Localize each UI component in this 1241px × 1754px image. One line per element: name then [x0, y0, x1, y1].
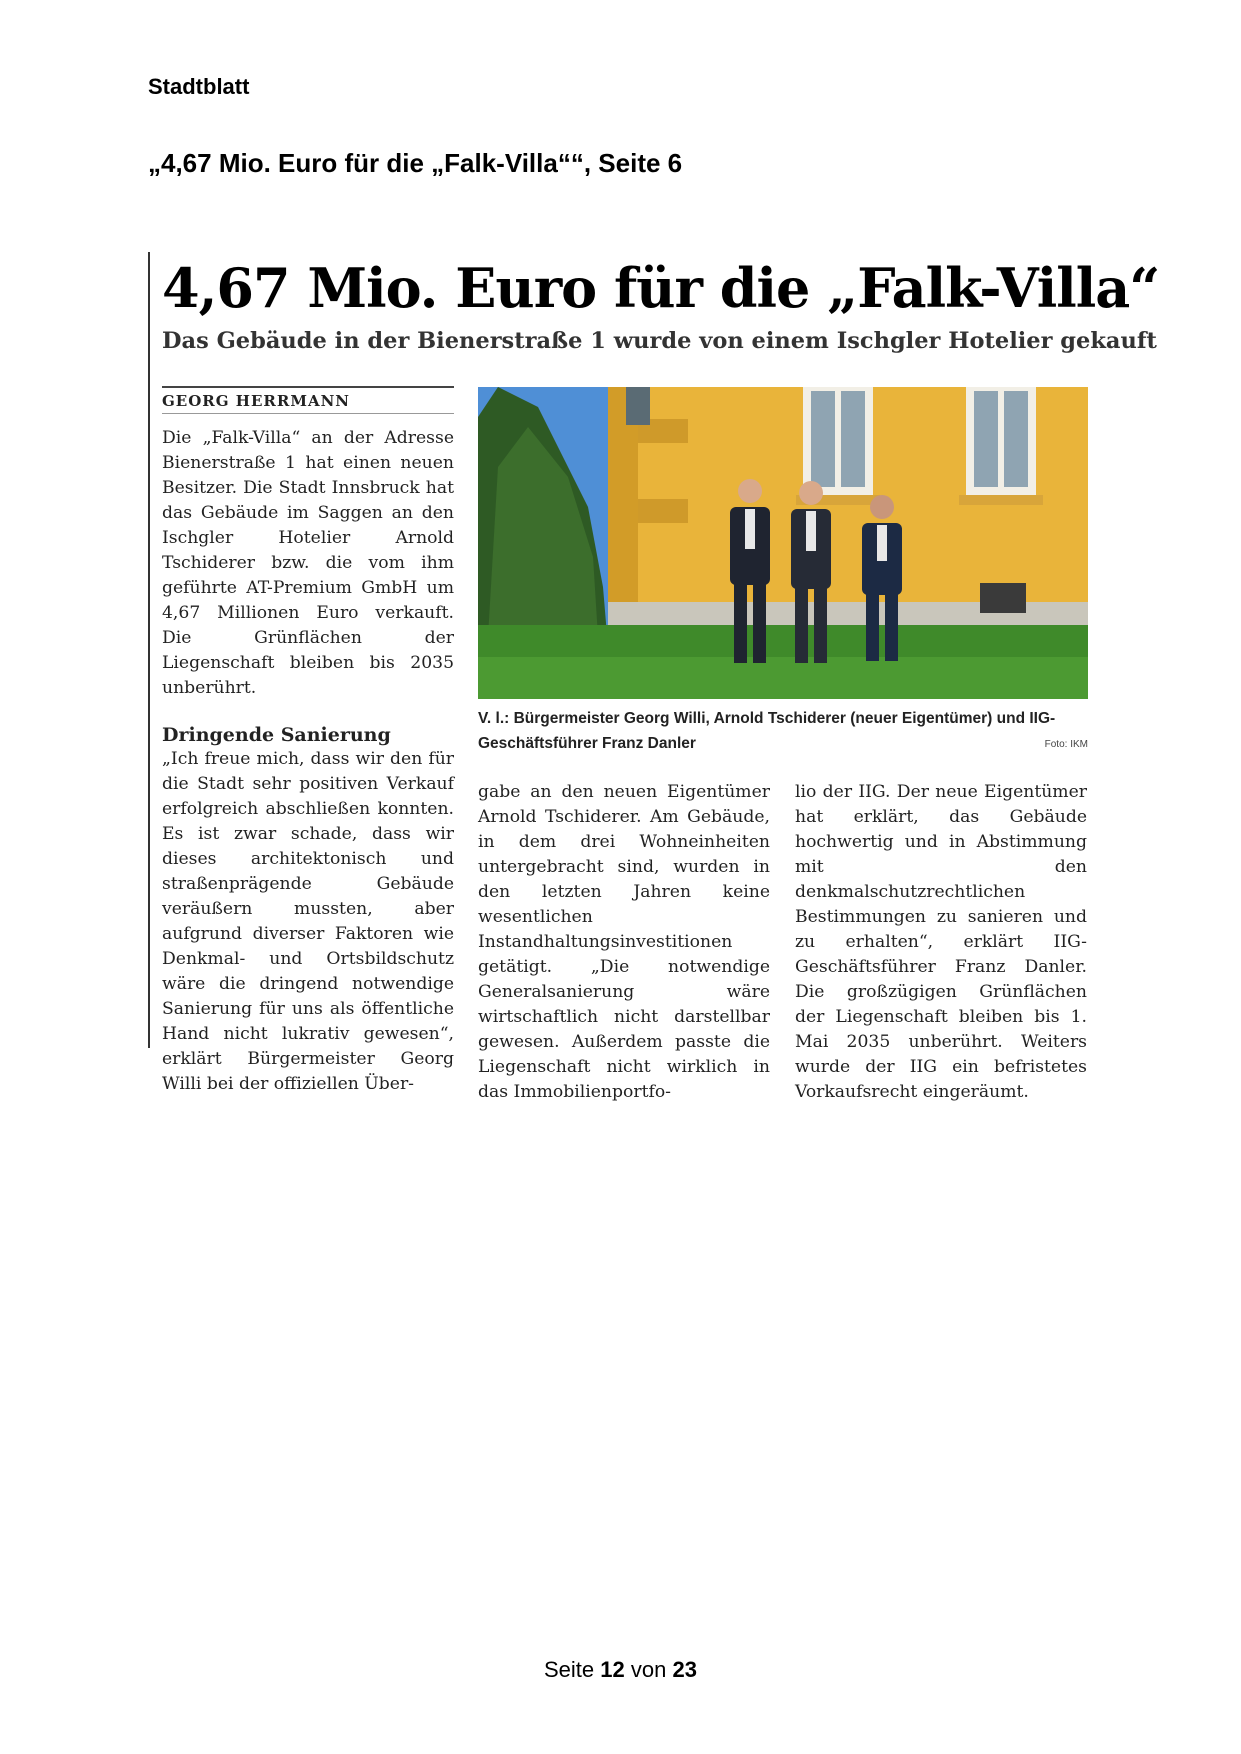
photo-lawn-light — [478, 657, 1088, 699]
photo-caption-text: V. l.: Bürgermeister Georg Willi, Arnold Tschiderer (neuer Eigentümer) und IIG-Geschäftsführer Franz Danler — [478, 710, 1056, 752]
photo-cornice — [638, 499, 688, 523]
article-column-2 — [478, 780, 770, 1105]
article-interhead: Dringende Sanierung — [162, 724, 391, 746]
footer-current-page: 12 — [600, 1657, 625, 1682]
article-author: GEORG HERRMANN — [162, 386, 454, 414]
photo-illustration — [478, 387, 1088, 699]
article-subheadline: Das Gebäude in der Bienerstraße 1 wurde von einem Ischgler Hotelier gekauft — [162, 328, 1157, 354]
photo-window-pane — [1004, 391, 1028, 487]
article-column-1-text: „Ich freue mich, dass wir den für die Stadt sehr positiven Verkauf erfolgreich abschließen konnten. Es ist zwar schade, dass wir dieses architektonisch und straßenprägende Gebäude veräußern mussten, aber aufgrund diverser Faktoren wie Denkmal- und Ortsbildschutz wäre die dringend notwendige Sanierung für uns als öffentliche Hand nicht lukrativ gewesen“, erklärt Bürgermeister Georg Willi bei der offiziellen Über- — [162, 749, 454, 1094]
article-reference: „4,67 Mio. Euro für die „Falk-Villa““, Seite 6 — [148, 148, 683, 178]
publication-name: Stadtblatt — [148, 74, 250, 99]
newspaper-clipping — [148, 250, 1160, 1102]
footer-total-pages: 23 — [672, 1657, 697, 1682]
article-column-3 — [795, 780, 1087, 1105]
photo-cellar-window — [980, 583, 1026, 613]
article-intro: Die „Falk-Villa“ an der Adresse Bienerstraße 1 hat einen neuen Besitzer. Die Stadt Innsbruck hat das Gebäude im Saggen an den Ischgler Hotelier Arnold Tschiderer bzw. die vom ihm geführte AT-Premium GmbH um 4,67 Millionen Euro verkauft. Die Grünflächen der Liegenschaft bleiben bis 2035 unberührt. — [162, 428, 454, 698]
article-headline: 4,67 Mio. Euro für die „Falk-Villa“ — [162, 256, 1160, 320]
footer-middle: von — [630, 1657, 667, 1682]
article-column-2-text: gabe an den neuen Eigentümer Arnold Tschiderer. Am Gebäude, in dem drei Wohneinheiten untergebracht sind, wurden in den letzten Jahren keine wesentlichen Instandhaltungsinvestitionen getätigt. „Die notwendige Generalsanierung wäre wirtschaftlich nicht darstellbar gewesen. Außerdem passte die Liegenschaft nicht wirklich in das Immobilienportfo- — [478, 782, 770, 1102]
article-column-3-text: lio der IIG. Der neue Eigentümer hat erklärt, das Gebäude hochwertig und in Abstimmung mit den denkmalschutzrechtlichen Bestimmungen zu sanieren und zu erhalten“, erklärt IIG-Geschäftsführer Franz Danler. Die großzügigen Grünflächen der Liegenschaft bleiben bis 1. Mai 2035 unberührt. Weiters wurde der IIG ein befristetes Vorkaufsrecht eingeräumt. — [795, 782, 1087, 1102]
photo-window-small — [626, 387, 650, 425]
article-column-1 — [162, 386, 454, 1097]
photo-window-pane — [841, 391, 865, 487]
clipping-left-rule — [148, 252, 150, 1048]
footer-prefix: Seite — [544, 1657, 595, 1682]
photo-window-sill — [959, 495, 1043, 505]
photo-credit: Foto: IKM — [1044, 739, 1088, 750]
article-photo — [478, 387, 1088, 699]
photo-window-pane — [811, 391, 835, 487]
photo-window-pane — [974, 391, 998, 487]
page-footer — [0, 1657, 1241, 1683]
photo-caption — [478, 706, 1088, 756]
